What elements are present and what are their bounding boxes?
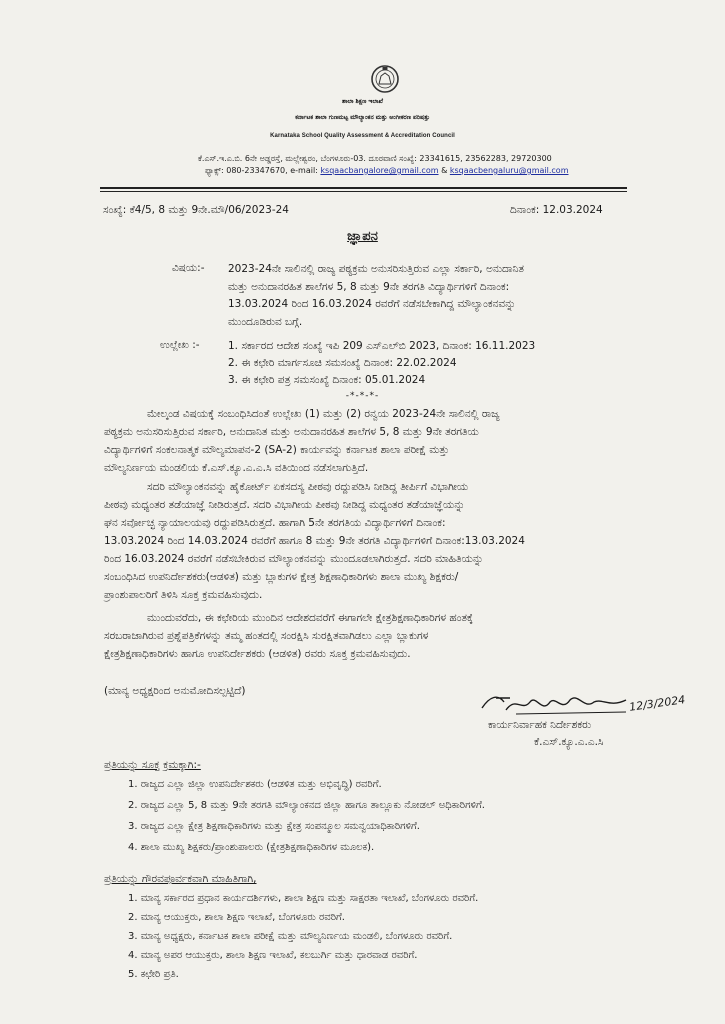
email-link-1[interactable]: ksqaacbangalore@gmail.com: [320, 166, 439, 175]
subject-label: ವಿಷಯ:-: [172, 262, 205, 274]
list-item: 1. ಮಾನ್ಯ ಸರ್ಕಾರದ ಪ್ರಧಾನ ಕಾರ್ಯದರ್ಶಿಗಳು, ಶಾಲಾ ಶಿಕ್ಷಣ ಮತ್ತು ಸಾಕ್ಷರತಾ ಇಲಾಖೆ, ಬೆಂಗಳೂರು ರವರಿಗೆ.: [128, 893, 479, 904]
copies-action-heading: ಪ್ರತಿಯನ್ನು ಸೂಕ್ತ ಕ್ರಮಕ್ಕಾಗಿ:-: [104, 759, 201, 771]
body-line: ಘನ ಸರ್ವೋಚ್ಛ ನ್ಯಾಯಾಲಯವು ರದ್ದುಪಡಿಸಿರುತ್ತದೆ. ಹಾಗಾಗಿ 5ನೇ ತರಗತಿಯ ವಿದ್ಯಾರ್ಥಿಗಳಿಗೆ ದಿನಾಂಕ:: [104, 517, 446, 529]
list-item: 5. ಕಛೇರಿ ಪ್ರತಿ.: [128, 969, 179, 980]
header-divider: [100, 187, 627, 189]
body-line: ಪಠ್ಯಕ್ರಮ ಅನುಸರಿಸುತ್ತಿರುವ ಸರ್ಕಾರಿ, ಅನುದಾನಿತ ಮತ್ತು ಅನುದಾನರಹಿತ ಶಾಲೆಗಳ 5, 8 ಮತ್ತು 9ನೇ ತರಗತಿಯ: [104, 426, 479, 438]
subject-line: 2023-24ನೇ ಸಾಲಿನಲ್ಲಿ ರಾಜ್ಯ ಪಠ್ಯಕ್ರಮ ಅನುಸರಿಸುತ್ತಿರುವ ಎಲ್ಲಾ ಸರ್ಕಾರಿ, ಅನುದಾನಿತ: [228, 263, 524, 275]
reference-number: ಸಂಖ್ಯೆ: ಕೆ4/5, 8 ಮತ್ತು 9ನೇ.ಮೌ/06/2023-24: [103, 204, 289, 216]
body-line: ಮುಂದುವರೆದು, ಈ ಕಛೇರಿಯ ಮುಂದಿನ ಆದೇಶದವರೆಗೆ ಈಗಾಗಲೇ ಕ್ಷೇತ್ರಶಿಕ್ಷಣಾಧಿಕಾರಿಗಳ ಹಂತಕ್ಕೆ: [147, 612, 474, 624]
references-label: ಉಲ್ಲೇಖ :-: [160, 339, 200, 351]
list-item: 2. ರಾಜ್ಯದ ಎಲ್ಲಾ 5, 8 ಮತ್ತು 9ನೇ ತರಗತಿ ಮೌಲ್ಯಾಂಕನದ ಜಿಲ್ಲಾ ಹಾಗೂ ತಾಲ್ಲೂಕು ನೋಡಲ್ ಅಧಿಕಾರಿಗಳಿಗೆ.: [128, 800, 485, 811]
contact-line: [205, 166, 569, 176]
approval-note: (ಮಾನ್ಯ ಅಧ್ಯಕ್ಷರಿಂದ ಅನುಮೋದಿಸಲ್ಪಟ್ಟಿದೆ): [104, 685, 246, 697]
body-line: ಪೀಠವು ಮಧ್ಯಂತರ ತಡೆಯಾಜ್ಞೆ ನೀಡಿರುತ್ತದೆ. ಸದರಿ ವಿಭಾಗೀಯ ಪೀಠವು ನೀಡಿದ್ದ ಮಧ್ಯಂತರ ತಡೆಯಾಜ್ಞೆಯನ್ನು: [104, 499, 465, 511]
header-divider-thin: [100, 191, 627, 192]
office-address: ಕೆ.ಎಸ್.ಇ.ಎ.ಬಿ. 6ನೇ ಅಡ್ಡರಸ್ತೆ, ಮಲ್ಲೇಶ್ವರಂ, ಬೆಂಗಳೂರು-03. ದೂರವಾಣಿ ಸಂಖ್ಯೆ: 23341615, 23562283, 29720300: [198, 154, 552, 163]
list-item: 3. ಮಾನ್ಯ ಅಧ್ಯಕ್ಷರು, ಕರ್ನಾಟಕ ಶಾಲಾ ಪರೀಕ್ಷೆ ಮತ್ತು ಮೌಲ್ಯನಿರ್ಣಯ ಮಂಡಲಿ, ಬೆಂಗಳೂರು ರವರಿಗೆ.: [128, 931, 453, 942]
body-line: ಮೌಲ್ಯನಿರ್ಣಯ ಮಂಡಲಿಯ ಕೆ.ಎಸ್.ಕ್ಯೂ.ಎ.ಎ.ಸಿ ವತಿಯಿಂದ ನಡೆಸಲಾಗುತ್ತಿದೆ.: [104, 462, 369, 474]
list-item: 2. ಮಾನ್ಯ ಆಯುಕ್ತರು, ಶಾಲಾ ಶಿಕ್ಷಣ ಇಲಾಖೆ, ಬೆಂಗಳೂರು ರವರಿಗೆ.: [128, 912, 345, 923]
list-item: 3. ರಾಜ್ಯದ ಎಲ್ಲಾ ಕ್ಷೇತ್ರ ಶಿಕ್ಷಣಾಧಿಕಾರಿಗಳು ಮತ್ತು ಕ್ಷೇತ್ರ ಸಂಪನ್ಮೂಲ ಸಮನ್ವಯಾಧಿಕಾರಿಗಳಿಗೆ.: [128, 821, 420, 832]
body-line: ಸದರಿ ಮೌಲ್ಯಾಂಕನವನ್ನು ಹೈಕೋರ್ಟ್ ಏಕಸದಸ್ಯ ಪೀಠವು ರದ್ದುಪಡಿಸಿ ನೀಡಿದ್ದ ತೀರ್ಪಿಗೆ ವಿಭಾಗೀಯ: [147, 481, 469, 493]
copies-info-heading: ಪ್ರತಿಯನ್ನು ಗೌರವಪೂರ್ವಕವಾಗಿ ಮಾಹಿತಿಗಾಗಿ,: [104, 873, 257, 885]
subject-line: 13.03.2024 ರಿಂದ 16.03.2024 ರವರೆಗೆ ನಡೆಸಬೇಕಾಗಿದ್ದ ಮೌಲ್ಯಾಂಕನವನ್ನು: [228, 298, 516, 310]
list-item: 1. ರಾಜ್ಯದ ಎಲ್ಲಾ ಜಿಲ್ಲಾ ಉಪನಿರ್ದೇಶಕರು (ಆಡಳಿತ ಮತ್ತು ಅಭಿವೃದ್ಧಿ) ರವರಿಗೆ.: [128, 779, 382, 790]
body-line: ಪ್ರಾಂಶುಪಾಲರಿಗೆ ತಿಳಿಸಿ ಸೂಕ್ತ ಕ್ರಮವಹಿಸುವುದು.: [104, 589, 263, 601]
body-line: 13.03.2024 ರಿಂದ 14.03.2024 ರವರೆಗೆ ಹಾಗೂ 8 ಮತ್ತು 9ನೇ ತರಗತಿ ವಿದ್ಯಾರ್ಥಿಗಳಿಗೆ ದಿನಾಂಕ:13.03.2024: [104, 535, 525, 547]
memo-title: ಜ್ಞಾಪನ: [347, 229, 378, 244]
karnataka-emblem-icon: [370, 64, 400, 94]
memo-date: ದಿನಾಂಕ: 12.03.2024: [510, 204, 603, 216]
department-name: ಶಾಲಾ ಶಿಕ್ಷಣ ಇಲಾಖೆ: [342, 98, 383, 105]
list-item: 4. ಮಾನ್ಯ ಅಪರ ಆಯುಕ್ತರು, ಶಾಲಾ ಶಿಕ್ಷಣ ಇಲಾಖೆ, ಕಲಬುರ್ಗಿ ಮತ್ತು ಧಾರವಾಡ ರವರಿಗೆ.: [128, 950, 418, 961]
council-name-english: Karnataka School Quality Assessment & Accreditation Council: [270, 133, 455, 139]
reference-item: 3. ಈ ಕಛೇರಿ ಪತ್ರ ಸಮಸಂಖ್ಯೆ ದಿನಾಂಕ: 05.01.2024: [228, 374, 426, 386]
list-item: 4. ಶಾಲಾ ಮುಖ್ಯ ಶಿಕ್ಷಕರು/ಪ್ರಾಂಶುಪಾಲರು (ಕ್ಷೇತ್ರಶಿಕ್ಷಣಾಧಿಕಾರಿಗಳ ಮೂಲಕ).: [128, 842, 375, 853]
email-join: &: [438, 166, 450, 175]
body-line: ಸಂಬಂಧಿಸಿದ ಉಪನಿರ್ದೇಶಕರು(ಆಡಳಿತ) ಮತ್ತು ಬ್ಲಾಕುಗಳ ಕ್ಷೇತ್ರ ಶಿಕ್ಷಣಾಧಿಕಾರಿಗಳು ಶಾಲಾ ಮುಖ್ಯ ಶಿಕ್ಷಕರು/: [104, 571, 459, 583]
body-line: ಕ್ಷೇತ್ರಶಿಕ್ಷಣಾಧಿಕಾರಿಗಳು ಹಾಗೂ ಉಪನಿರ್ದೇಶಕರು (ಆಡಳಿತ) ರವರು ಸೂಕ್ತ ಕ್ರಮವಹಿಸುವುದು.: [104, 648, 411, 660]
signature-handwritten-date: 12/3/2024: [628, 693, 687, 714]
body-line: ಸರಬರಾಜಾಗಿರುವ ಪ್ರಶ್ನೆಪತ್ರಿಕೆಗಳನ್ನು ತಮ್ಮ ಹಂತದಲ್ಲಿ ಸಂರಕ್ಷಿಸಿ ಸುರಕ್ಷಿತವಾಗಿಡಲು ಎಲ್ಲಾ ಬ್ಲಾಕುಗಳ: [104, 630, 429, 642]
body-line: ರಿಂದ 16.03.2024 ರವರೆಗೆ ನಡೆಸಬೇಕಿರುವ ಮೌಲ್ಯಾಂಕನವನ್ನು ಮುಂದೂಡಲಾಗಿರುತ್ತದೆ. ಸದರಿ ಮಾಹಿತಿಯನ್ನು: [104, 553, 484, 565]
signatory-office: ಕೆ.ಎಸ್.ಕ್ಯೂ.ಎ.ಎ.ಸಿ: [534, 736, 604, 748]
fax-label: ಫ್ಯಾಕ್ಸ್: 080-23347670, e-mail:: [205, 166, 321, 175]
section-separator: -*-*-*-: [345, 391, 380, 401]
subject-line: ಮತ್ತು ಅನುದಾನರಹಿತ ಶಾಲೆಗಳ 5, 8 ಮತ್ತು 9ನೇ ತರಗತಿ ವಿದ್ಯಾರ್ಥಿಗಳಿಗೆ ದಿನಾಂಕ:: [228, 281, 510, 293]
body-line: ವಿದ್ಯಾರ್ಥಿಗಳಿಗೆ ಸಂಕಲನಾತ್ಮಕ ಮೌಲ್ಯಮಾಪನ-2 (SA-2) ಕಾರ್ಯವನ್ನು ಕರ್ನಾಟಕ ಶಾಲಾ ಪರೀಕ್ಷೆ ಮತ್ತು: [104, 444, 450, 456]
body-line: ಮೇಲ್ಕಂಡ ವಿಷಯಕ್ಕೆ ಸಂಬಂಧಿಸಿದಂತೆ ಉಲ್ಲೇಖ (1) ಮತ್ತು (2) ರನ್ವಯ 2023-24ನೇ ಸಾಲಿನಲ್ಲಿ ರಾಜ್ಯ: [147, 408, 500, 420]
reference-item: 1. ಸರ್ಕಾರದ ಆದೇಶ ಸಂಖ್ಯೆ ಇಪಿ 209 ಎಸ್‌ಎಲ್‌ಬಿ 2023, ದಿನಾಂಕ: 16.11.2023: [228, 340, 536, 352]
signature-scribble: [476, 688, 636, 722]
signatory-designation: ಕಾರ್ಯನಿರ್ವಾಹಕ ನಿರ್ದೇಶಕರು: [488, 719, 592, 731]
council-name-kannada: ಕರ್ನಾಟಕ ಶಾಲಾ ಗುಣಮಟ್ಟ ಮೌಲ್ಯಾಂಕನ ಮತ್ತು ಅಂಗೀಕರಣ ಪರಿಷತ್ತು: [295, 114, 430, 121]
email-link-2[interactable]: ksqaacbengaluru@gmail.com: [449, 166, 569, 175]
subject-line: ಮುಂದೂಡಿರುವ ಬಗ್ಗೆ.: [228, 316, 303, 328]
reference-item: 2. ಈ ಕಛೇರಿ ಮಾರ್ಗಸೂಚಿ ಸಮಸಂಖ್ಯೆ ದಿನಾಂಕ: 22.02.2024: [228, 357, 457, 369]
